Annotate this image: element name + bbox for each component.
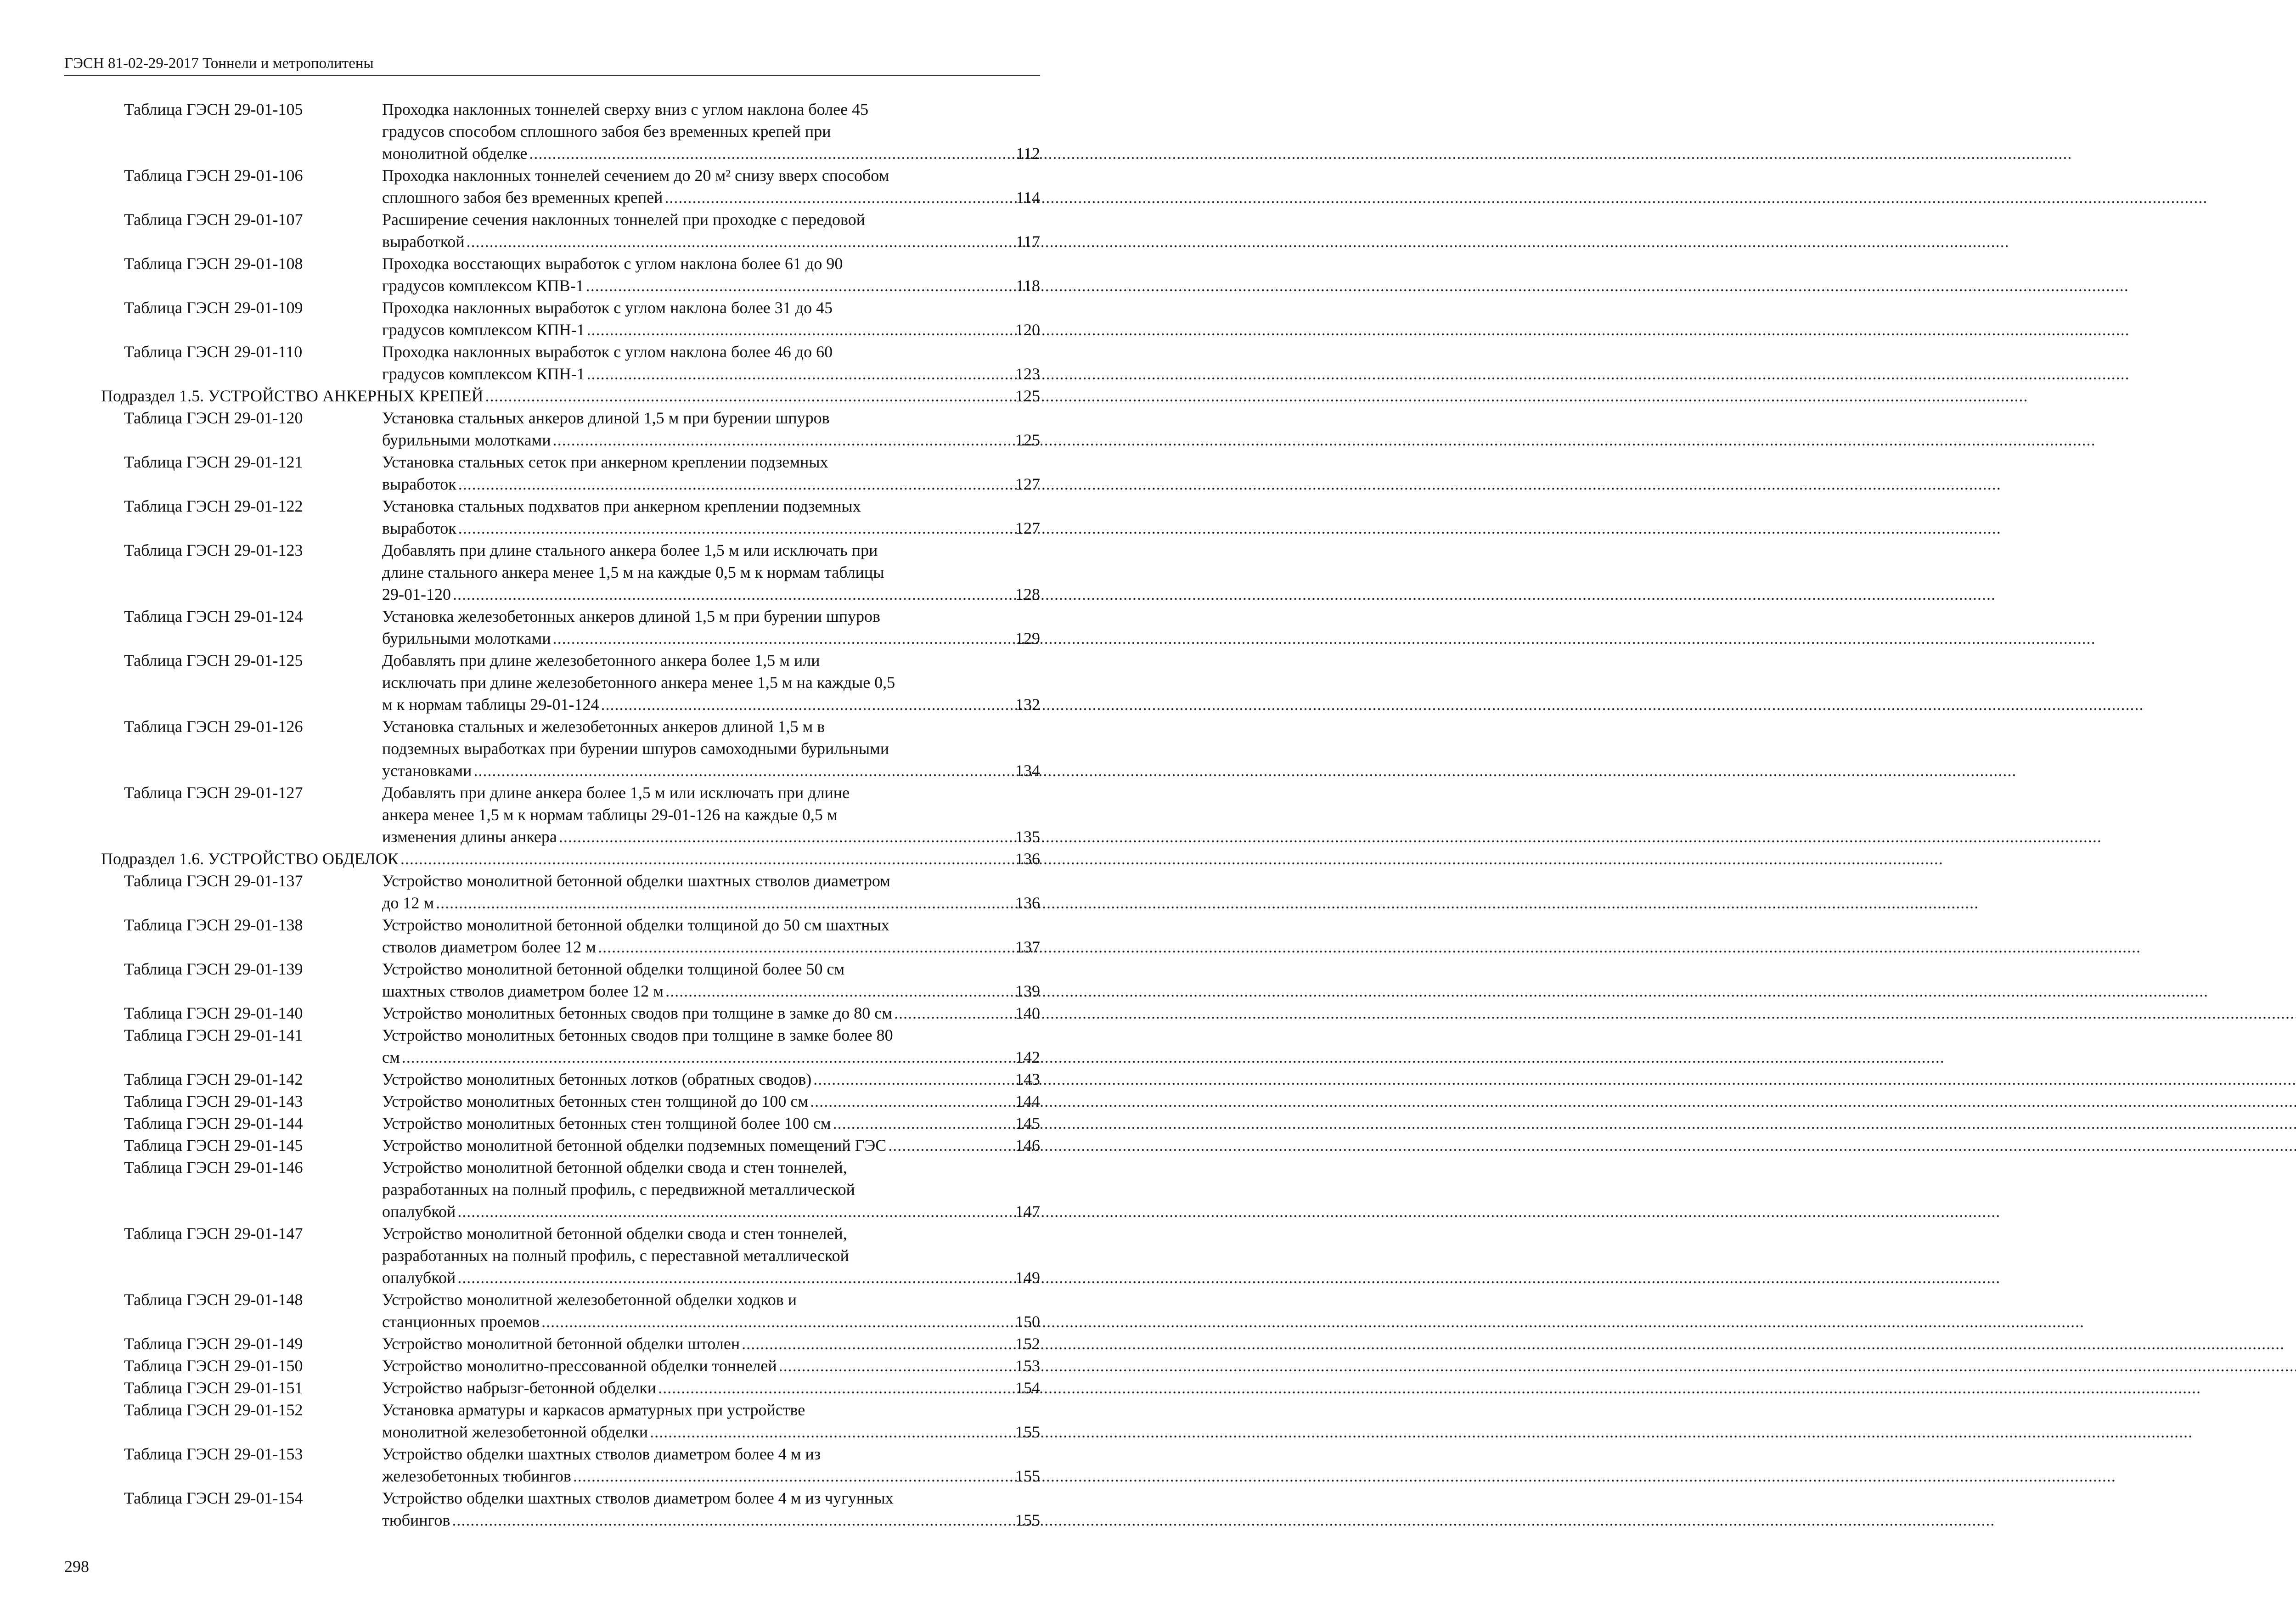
page-number: 298 <box>64 1557 89 1576</box>
dot-leader <box>458 517 1013 539</box>
entry-title <box>382 1156 1040 1222</box>
dot-leader <box>650 1421 1013 1443</box>
table-of-contents <box>101 98 1040 1531</box>
dot-leader <box>888 1134 1013 1156</box>
table-code: Таблица ГЭСН 29-01-125 <box>124 651 303 670</box>
title-text: бурильными молотками <box>382 431 551 449</box>
entry-title <box>382 1399 1040 1443</box>
title-line <box>382 142 1040 164</box>
dot-leader <box>587 363 1013 385</box>
title-line <box>382 1399 1040 1421</box>
entry-title <box>382 1487 1040 1531</box>
title-line <box>382 1002 1040 1024</box>
table-code: Таблица ГЭСН 29-01-154 <box>124 1489 303 1507</box>
entry-title <box>382 164 1040 208</box>
page-ref: 154 <box>1015 1379 1040 1397</box>
dot-leader <box>529 142 1014 164</box>
dot-leader <box>810 1090 1013 1112</box>
table-code: Таблица ГЭСН 29-01-122 <box>124 497 303 515</box>
table-code: Таблица ГЭСН 29-01-110 <box>124 343 303 361</box>
toc-entry[interactable] <box>101 297 1040 341</box>
title-line <box>382 1509 1040 1531</box>
table-code: Таблица ГЭСН 29-01-148 <box>124 1290 303 1309</box>
title-line <box>382 1465 1040 1487</box>
title-text: установками <box>382 761 472 780</box>
page-ref: 125 <box>1015 431 1040 449</box>
dot-leader <box>833 1112 1013 1134</box>
page-ref: 127 <box>1015 519 1040 537</box>
dot-leader <box>553 627 1013 649</box>
page-ref: 135 <box>1015 828 1040 846</box>
title-line <box>382 473 1040 495</box>
title-text: сплошного забоя без временных крепей <box>382 188 663 207</box>
entry-title <box>382 253 1040 297</box>
title-text: выработок <box>382 475 456 493</box>
table-code: Таблица ГЭСН 29-01-145 <box>124 1136 303 1155</box>
page-ref: 112 <box>1016 144 1040 163</box>
dot-leader <box>587 319 1013 341</box>
title-text: Проходка наклонных выработок с углом наклона более 31 до 45 <box>382 299 833 317</box>
page-ref: 132 <box>1015 695 1040 714</box>
table-code: Таблица ГЭСН 29-01-108 <box>124 254 303 273</box>
entry-title <box>382 98 1040 164</box>
page-ref: 155 <box>1015 1467 1040 1485</box>
page-ref: 153 <box>1015 1357 1040 1375</box>
entry-title <box>382 605 1040 649</box>
table-code: Таблица ГЭСН 29-01-140 <box>124 1004 303 1022</box>
title-text: 29-01-120 <box>382 585 451 603</box>
dot-leader <box>453 583 1013 605</box>
title-line <box>382 275 1040 297</box>
entry-title <box>382 782 1040 848</box>
title-line <box>382 671 1040 693</box>
title-text: разработанных на полный профиль, с переставной металлической <box>382 1246 849 1265</box>
title-text: Установка стальных анкеров длиной 1,5 м при бурении шпуров <box>382 409 830 427</box>
dot-leader <box>541 1311 1013 1333</box>
title-line <box>382 186 1040 208</box>
toc-entry[interactable] <box>101 1156 1040 1222</box>
dot-leader <box>457 1267 1013 1289</box>
entry-title <box>382 297 1040 341</box>
toc-entry[interactable] <box>101 1090 1040 1112</box>
table-code: Таблица ГЭСН 29-01-149 <box>124 1335 303 1353</box>
title-line <box>382 297 1040 319</box>
entry-title <box>382 958 1040 1002</box>
dot-leader <box>473 760 1013 782</box>
toc-entry[interactable] <box>101 1002 1040 1024</box>
title-line <box>382 1333 1040 1355</box>
title-line <box>382 120 1040 142</box>
toc-entry[interactable] <box>101 1222 1040 1289</box>
table-code: Таблица ГЭСН 29-01-127 <box>124 783 303 802</box>
title-line <box>382 693 1040 715</box>
toc-entry[interactable] <box>101 98 1040 164</box>
title-line <box>382 495 1040 517</box>
title-text: градусов комплексом КПН-1 <box>382 365 585 383</box>
title-text: анкера менее 1,5 м к нормам таблицы 29-01-126 на каждые 0,5 м <box>382 806 838 824</box>
title-text: Установка стальных и железобетонных анкеров длиной 1,5 м в <box>382 717 825 736</box>
title-text: Расширение сечения наклонных тоннелей при проходке с передовой <box>382 210 865 229</box>
title-line <box>382 319 1040 341</box>
toc-entry[interactable] <box>101 715 1040 782</box>
title-line <box>382 1289 1040 1311</box>
title-line <box>382 958 1040 980</box>
title-text: железобетонных тюбингов <box>382 1467 571 1485</box>
table-code: Таблица ГЭСН 29-01-105 <box>124 100 303 118</box>
page-ref: 123 <box>1015 365 1040 383</box>
title-text: градусов комплексом КПН-1 <box>382 321 585 339</box>
entry-title <box>382 1355 1040 1377</box>
entry-title <box>382 451 1040 495</box>
title-line <box>382 231 1040 253</box>
title-text: Устройство монолитной бетонной обделки толщиной более 50 см <box>382 960 845 978</box>
page-ref: 139 <box>1015 982 1040 1000</box>
title-text: м к нормам таблицы 29-01-124 <box>382 695 599 714</box>
title-line <box>382 1156 1040 1178</box>
page-ref: 136 <box>1015 850 1040 868</box>
title-line <box>382 539 1040 561</box>
title-line <box>382 1267 1040 1289</box>
page-ref: 127 <box>1015 475 1040 493</box>
toc-entry[interactable] <box>101 782 1040 848</box>
title-text: Устройство монолитной бетонной обделки свода и стен тоннелей, <box>382 1224 847 1243</box>
title-text: до 12 м <box>382 894 434 912</box>
page-ref: 136 <box>1015 894 1040 912</box>
title-text: Установка стальных подхватов при анкерном креплении подземных <box>382 497 861 515</box>
toc-entry[interactable] <box>101 1112 1040 1134</box>
page-ref: 128 <box>1015 585 1040 603</box>
table-code: Таблица ГЭСН 29-01-142 <box>124 1070 303 1088</box>
title-text: Устройство монолитных бетонных сводов при толщине в замке более 80 <box>382 1026 893 1044</box>
subsection-title: Подраздел 1.5. УСТРОЙСТВО АНКЕРНЫХ КРЕПЕЙ <box>101 387 484 405</box>
table-code: Таблица ГЭСН 29-01-121 <box>124 453 303 471</box>
entry-title <box>382 341 1040 385</box>
title-line <box>382 715 1040 738</box>
title-text: Устройство монолитно-прессованной обделки тоннелей <box>382 1357 777 1375</box>
title-line <box>382 451 1040 473</box>
title-line <box>382 1487 1040 1509</box>
dot-leader <box>402 1046 1013 1068</box>
title-line <box>382 1024 1040 1046</box>
title-line <box>382 1090 1040 1112</box>
title-text: Проходка наклонных тоннелей сверху вниз с углом наклона более 45 <box>382 100 869 118</box>
title-line <box>382 627 1040 649</box>
page-ref: 152 <box>1015 1335 1040 1353</box>
title-text: изменения длины анкера <box>382 828 557 846</box>
toc-entry[interactable] <box>101 253 1040 297</box>
running-header <box>64 54 1040 76</box>
toc-entry[interactable] <box>101 407 1040 451</box>
table-code: Таблица ГЭСН 29-01-124 <box>124 607 303 625</box>
title-text: длине стального анкера менее 1,5 м на каждые 0,5 м к нормам таблицы <box>382 563 884 581</box>
title-text: Проходка наклонных выработок с углом наклона более 46 до 60 <box>382 343 833 361</box>
title-text: Устройство обделки шахтных стволов диаметром более 4 м из чугунных <box>382 1489 894 1507</box>
title-line <box>382 1068 1040 1090</box>
table-code: Таблица ГЭСН 29-01-120 <box>124 409 303 427</box>
title-text: разработанных на полный профиль, с передвижной металлической <box>382 1180 855 1199</box>
title-line <box>382 561 1040 583</box>
title-text: Устройство монолитной железобетонной обделки ходков и <box>382 1290 797 1309</box>
title-line <box>382 1222 1040 1245</box>
entry-title <box>382 649 1040 715</box>
table-code: Таблица ГЭСН 29-01-143 <box>124 1092 303 1110</box>
entry-title <box>382 1002 1040 1024</box>
title-text: шахтных стволов диаметром более 12 м <box>382 982 664 1000</box>
dot-leader <box>553 429 1013 451</box>
table-code: Таблица ГЭСН 29-01-141 <box>124 1026 303 1044</box>
title-text: Проходка восстающих выработок с углом наклона более 61 до 90 <box>382 254 843 273</box>
title-text: Устройство монолитной бетонной обделки толщиной до 50 см шахтных <box>382 916 889 934</box>
title-text: Устройство монолитной бетонной обделки шахтных стволов диаметром <box>382 872 890 890</box>
title-text: Установка арматуры и каркасов арматурных при устройстве <box>382 1401 805 1419</box>
toc-entry[interactable] <box>101 495 1040 539</box>
entry-title <box>382 1443 1040 1487</box>
entry-title <box>382 870 1040 914</box>
toc-entry[interactable] <box>101 1355 1040 1377</box>
title-text: Устройство монолитных бетонных стен толщиной до 100 см <box>382 1092 809 1110</box>
toc-entry[interactable] <box>101 164 1040 208</box>
page-ref: 125 <box>1015 387 1040 405</box>
table-code: Таблица ГЭСН 29-01-152 <box>124 1401 303 1419</box>
header-title: ГЭСН 81-02-29-2017 Тоннели и метрополитены <box>64 55 374 72</box>
page-ref: 150 <box>1015 1312 1040 1331</box>
title-text: тюбингов <box>382 1511 450 1529</box>
title-line <box>382 804 1040 826</box>
page-ref: 146 <box>1015 1136 1040 1155</box>
title-text: Устройство обделки шахтных стволов диаметром более 4 м из <box>382 1445 821 1463</box>
toc-entry[interactable] <box>101 451 1040 495</box>
title-text: Устройство монолитных бетонных стен толщиной более 100 см <box>382 1114 831 1132</box>
entry-title <box>382 1024 1040 1068</box>
dot-leader <box>485 385 1013 407</box>
title-text: см <box>382 1048 400 1066</box>
title-text: монолитной обделке <box>382 144 528 163</box>
entry-title <box>382 1289 1040 1333</box>
title-line <box>382 1134 1040 1156</box>
page-ref: 134 <box>1015 761 1040 780</box>
page-ref: 155 <box>1015 1423 1040 1441</box>
subsection-title: Подраздел 1.6. УСТРОЙСТВО ОБДЕЛОК <box>101 850 399 868</box>
title-line <box>382 407 1040 429</box>
page-ref: 129 <box>1015 629 1040 648</box>
table-code: Таблица ГЭСН 29-01-123 <box>124 541 303 559</box>
page-ref: 145 <box>1015 1114 1040 1132</box>
dot-leader <box>894 1002 1013 1024</box>
toc-entry[interactable] <box>101 1399 1040 1443</box>
table-code: Таблица ГЭСН 29-01-139 <box>124 960 303 978</box>
dot-leader <box>664 186 1014 208</box>
page-ref: 120 <box>1015 321 1040 339</box>
table-code: Таблица ГЭСН 29-01-147 <box>124 1224 303 1243</box>
title-line <box>382 1245 1040 1267</box>
toc-entry[interactable] <box>101 208 1040 253</box>
title-line <box>382 914 1040 936</box>
title-text: опалубкой <box>382 1268 456 1287</box>
title-line <box>382 782 1040 804</box>
entry-title <box>382 539 1040 605</box>
dot-leader <box>813 1068 1013 1090</box>
entry-title <box>382 715 1040 782</box>
title-text: Добавлять при длине железобетонного анкера более 1,5 м или <box>382 651 820 670</box>
title-text: станционных проемов <box>382 1312 540 1331</box>
title-line <box>382 341 1040 363</box>
entry-title <box>382 914 1040 958</box>
title-text: бурильными молотками <box>382 629 551 648</box>
dot-leader <box>586 275 1014 297</box>
dot-leader <box>400 848 1013 870</box>
title-text: Устройство монолитных бетонных сводов при толщине в замке до 80 см <box>382 1004 892 1022</box>
toc-entry[interactable] <box>101 341 1040 385</box>
title-text: Устройство монолитной бетонной обделки свода и стен тоннелей, <box>382 1158 847 1177</box>
page-ref: 140 <box>1015 1004 1040 1022</box>
title-text: Проходка наклонных тоннелей сечением до 20 м² снизу вверх способом <box>382 166 889 185</box>
dot-leader <box>779 1355 1013 1377</box>
toc-entry[interactable] <box>101 1443 1040 1487</box>
dot-leader <box>452 1509 1013 1531</box>
table-code: Таблица ГЭСН 29-01-107 <box>124 210 303 229</box>
dot-leader <box>457 1200 1013 1222</box>
toc-entry[interactable] <box>101 870 1040 914</box>
dot-leader <box>559 826 1013 848</box>
title-line <box>382 760 1040 782</box>
title-line <box>382 253 1040 275</box>
title-text: подземных выработках при бурении шпуров самоходными бурильными <box>382 739 889 758</box>
table-code: Таблица ГЭСН 29-01-153 <box>124 1445 303 1463</box>
entry-title <box>382 1222 1040 1289</box>
entry-title <box>382 1068 1040 1090</box>
dot-leader <box>458 473 1013 495</box>
title-text: исключать при длине железобетонного анкера менее 1,5 м на каждые 0,5 <box>382 673 895 692</box>
toc-entry[interactable] <box>101 649 1040 715</box>
page-ref: 117 <box>1016 232 1040 251</box>
entry-title <box>382 1333 1040 1355</box>
title-line <box>382 1200 1040 1222</box>
table-code: Таблица ГЭСН 29-01-137 <box>124 872 303 890</box>
title-text: выработкой <box>382 232 465 251</box>
toc-entry[interactable] <box>101 1289 1040 1333</box>
title-text: Установка стальных сеток при анкерном креплении подземных <box>382 453 828 471</box>
toc-entry[interactable] <box>101 1068 1040 1090</box>
table-code: Таблица ГЭСН 29-01-150 <box>124 1357 303 1375</box>
dot-leader <box>601 693 1013 715</box>
entry-title <box>382 208 1040 253</box>
title-line <box>382 892 1040 914</box>
title-text: Установка железобетонных анкеров длиной 1,5 м при бурении шпуров <box>382 607 880 625</box>
page-ref: 144 <box>1015 1092 1040 1110</box>
title-line <box>382 1355 1040 1377</box>
title-line <box>382 583 1040 605</box>
entry-title <box>382 495 1040 539</box>
table-code: Таблица ГЭСН 29-01-109 <box>124 299 303 317</box>
page-ref: 147 <box>1015 1202 1040 1221</box>
table-code: Таблица ГЭСН 29-01-151 <box>124 1379 303 1397</box>
dot-leader <box>467 231 1014 253</box>
toc-entry[interactable] <box>101 1333 1040 1355</box>
title-text: градусов способом сплошного забоя без временных крепей при <box>382 122 831 141</box>
title-text: Устройство набрызг-бетонной обделки <box>382 1379 657 1397</box>
title-line <box>382 1421 1040 1443</box>
entry-title <box>382 1112 1040 1134</box>
toc-entry[interactable] <box>101 539 1040 605</box>
toc-entry[interactable] <box>101 914 1040 958</box>
title-line <box>382 208 1040 231</box>
title-text: Устройство монолитной бетонной обделки штолен <box>382 1335 740 1353</box>
page-ref: 118 <box>1016 276 1040 295</box>
page-ref: 155 <box>1015 1511 1040 1529</box>
title-line <box>382 363 1040 385</box>
title-line <box>382 429 1040 451</box>
toc-entry[interactable] <box>101 958 1040 1002</box>
title-text: опалубкой <box>382 1202 456 1221</box>
title-line <box>382 649 1040 671</box>
dot-leader <box>658 1377 1013 1399</box>
title-line <box>382 1046 1040 1068</box>
title-text: монолитной железобетонной обделки <box>382 1423 648 1441</box>
table-code: Таблица ГЭСН 29-01-126 <box>124 717 303 736</box>
entry-title <box>382 1377 1040 1399</box>
table-code: Таблица ГЭСН 29-01-138 <box>124 916 303 934</box>
toc-entry[interactable] <box>101 605 1040 649</box>
title-line <box>382 517 1040 539</box>
page-ref: 142 <box>1015 1048 1040 1066</box>
title-line <box>382 1377 1040 1399</box>
title-text: стволов диаметром более 12 м <box>382 938 597 956</box>
title-line <box>382 936 1040 958</box>
toc-entry[interactable] <box>101 1134 1040 1156</box>
toc-entry[interactable] <box>101 1487 1040 1531</box>
entry-title <box>382 1090 1040 1112</box>
entry-title <box>382 407 1040 451</box>
dot-leader <box>436 892 1013 914</box>
title-text: Устройство монолитных бетонных лотков (обратных сводов) <box>382 1070 812 1088</box>
title-text: выработок <box>382 519 456 537</box>
page-ref: 137 <box>1015 938 1040 956</box>
dot-leader <box>665 980 1013 1002</box>
page-ref: 143 <box>1015 1070 1040 1088</box>
title-line <box>382 1112 1040 1134</box>
dot-leader <box>598 936 1013 958</box>
title-line <box>382 1443 1040 1465</box>
entry-title <box>382 1134 1040 1156</box>
title-line <box>382 870 1040 892</box>
toc-subsection[interactable] <box>101 848 1040 870</box>
title-text: Устройство монолитной бетонной обделки подземных помещений ГЭС <box>382 1136 887 1155</box>
dot-leader <box>742 1333 1013 1355</box>
title-text: Добавлять при длине анкера более 1,5 м или исключать при длине <box>382 783 850 802</box>
page-ref: 149 <box>1015 1268 1040 1287</box>
toc-entry[interactable] <box>101 1024 1040 1068</box>
dot-leader <box>573 1465 1013 1487</box>
title-line <box>382 738 1040 760</box>
title-line <box>382 1178 1040 1200</box>
toc-entry[interactable] <box>101 1377 1040 1399</box>
table-code: Таблица ГЭСН 29-01-144 <box>124 1114 303 1132</box>
title-line <box>382 164 1040 186</box>
title-line <box>382 605 1040 627</box>
title-line <box>382 826 1040 848</box>
title-line <box>382 980 1040 1002</box>
toc-subsection[interactable] <box>101 385 1040 407</box>
title-text: градусов комплексом КПВ-1 <box>382 276 584 295</box>
page-ref: 114 <box>1016 188 1040 207</box>
title-text: Добавлять при длине стального анкера более 1,5 м или исключать при <box>382 541 878 559</box>
title-line <box>382 98 1040 120</box>
table-code: Таблица ГЭСН 29-01-106 <box>124 166 303 185</box>
table-code: Таблица ГЭСН 29-01-146 <box>124 1158 303 1177</box>
title-line <box>382 1311 1040 1333</box>
